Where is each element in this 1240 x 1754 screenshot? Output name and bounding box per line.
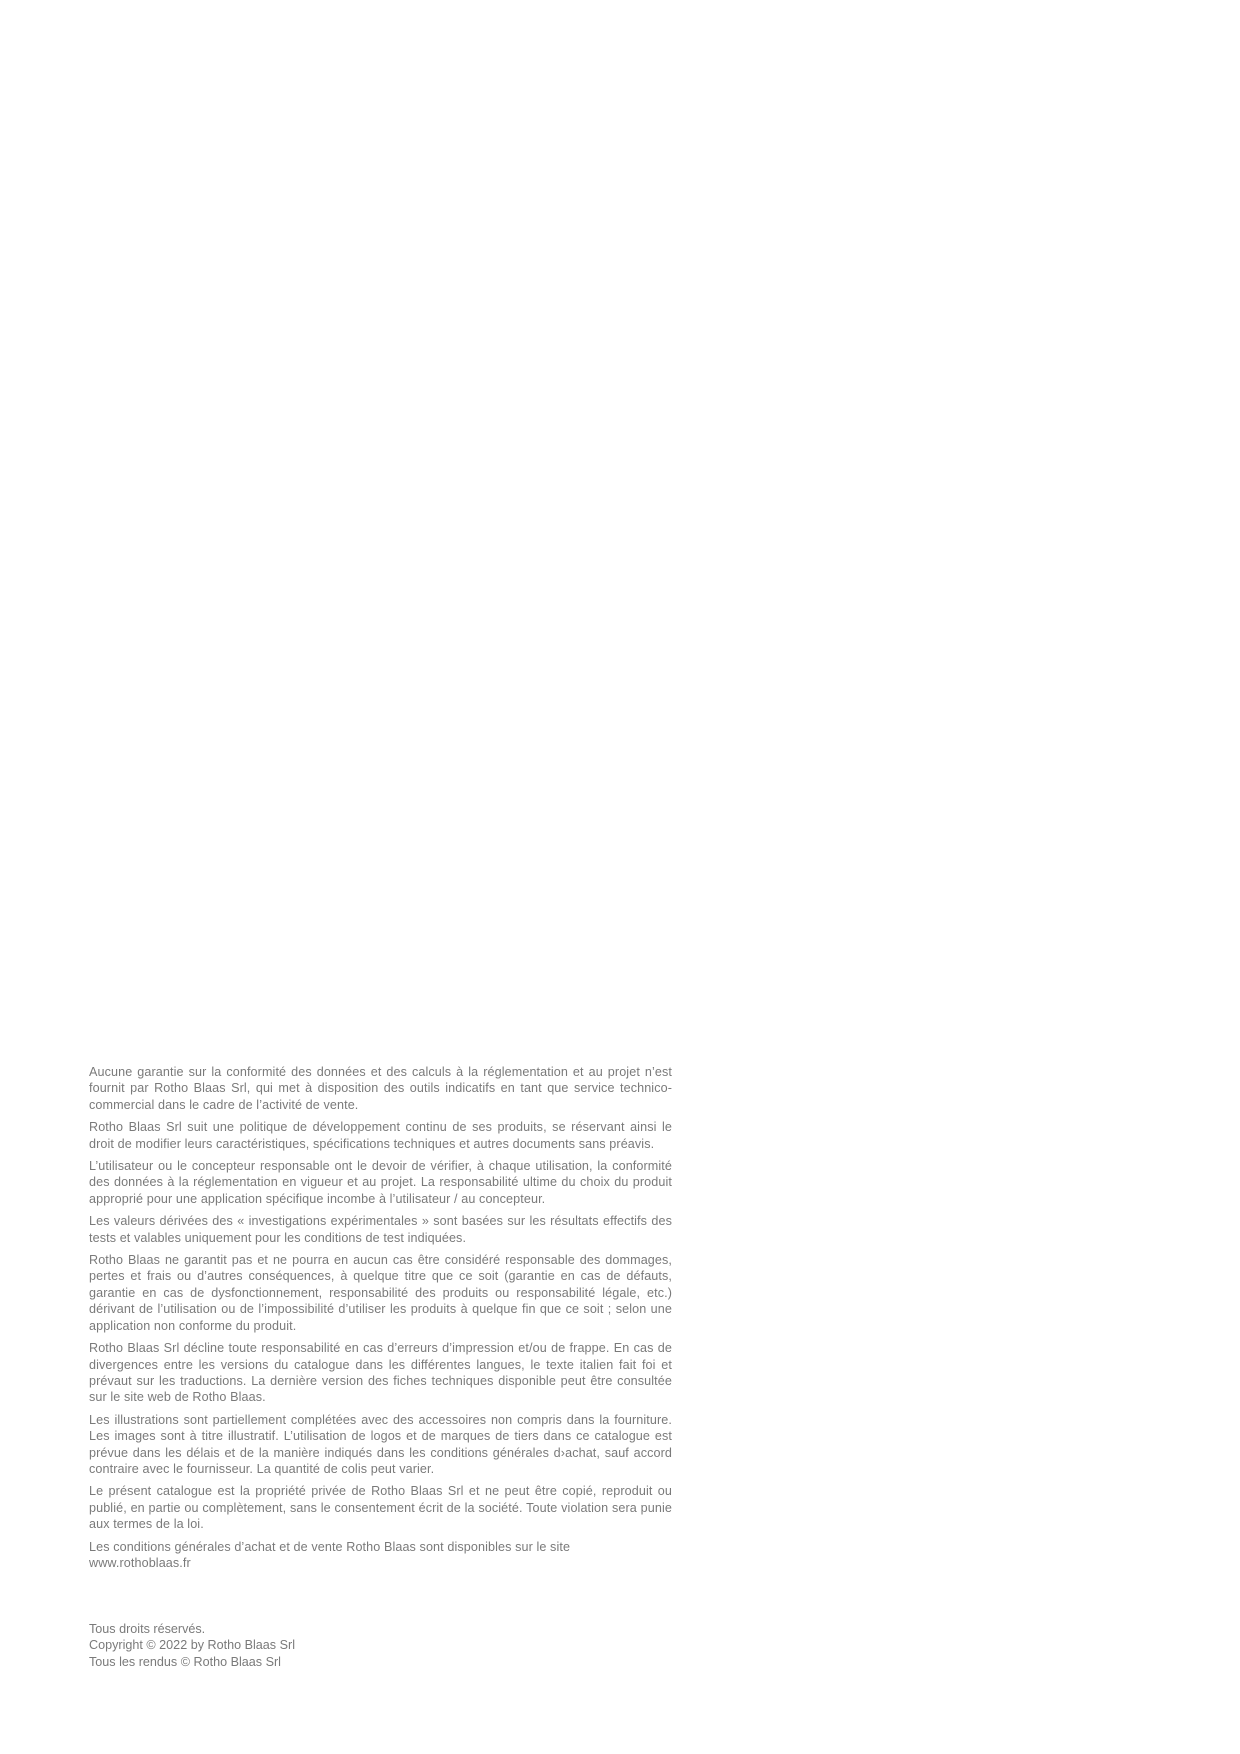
legal-disclaimer (89, 1064, 672, 1577)
disclaimer-paragraph-illustrations: Les illustrations sont partiellement complétées avec des accessoires non compris dans la fourniture. Les images sont à titre illustratif. L’utilisation de logos et de marques de tiers dans ce catalogue est prévue dans les délais et de la manière indiqués dans les conditions générales d›achat, sauf accord contraire avec le fournisseur. La quantité de colis peut varier. (89, 1412, 672, 1476)
disclaimer-paragraph-user-responsibility: L’utilisateur ou le concepteur responsable ont le devoir de vérifier, à chaque utilisation, la conformité des données à la réglementation en vigueur et au projet. La responsabilité ultime du choix du produit approprié pour une application spécifique incombe à l’utilisateur / au concepteur. (89, 1159, 672, 1206)
copyright-text: Copyright © 2022 by Rotho Blaas Srl (89, 1638, 295, 1653)
copyright-notice (89, 1621, 672, 1670)
disclaimer-paragraph-terms: Les conditions générales d’achat et de vente Rotho Blaas sont disponibles sur le site www.rothoblaas.fr (89, 1539, 571, 1570)
rights-reserved-text: Tous droits réservés. (89, 1622, 206, 1636)
disclaimer-paragraph-printing-errors: Rotho Blaas Srl décline toute responsabilité en cas d’erreurs d’impression et/ou de frappe. En cas de divergences entre les versions du catalogue dans les différentes langues, le texte italien fait foi et prévaut sur les traductions. La dernière version des fiches techniques disponible peut être consultée sur le site web de Rotho Blaas. (89, 1341, 672, 1405)
disclaimer-paragraph-development: Rotho Blaas Srl suit une politique de développement continu de ses produits, se réservant ainsi le droit de modifier leurs caractéristiques, spécifications techniques et autres documents sans préavis. (89, 1120, 672, 1151)
disclaimer-paragraph-compliance: Aucune garantie sur la conformité des données et des calculs à la réglementation et au projet n’est fournit par Rotho Blaas Srl, qui met à disposition des outils indicatifs en tant que service technico-commercial dans le cadre de l’activité de vente. (89, 1065, 672, 1112)
disclaimer-paragraph-liability: Rotho Blaas ne garantit pas et ne pourra en aucun cas être considéré responsable des dommages, pertes et frais ou d’autres conséquences, à quelque titre que ce soit (garantie en cas de défauts, garantie en cas de dysfonctionnement, responsabilité des produits ou responsabilité légale, etc.) dérivant de l’utilisation ou de l’impossibilité d’utiliser les produits à quelque fin que ce soit ; selon une application non conforme du produit. (89, 1253, 672, 1333)
disclaimer-paragraph-ownership: Le présent catalogue est la propriété privée de Rotho Blaas Srl et ne peut être copié, reproduit ou publié, en partie ou complètement, sans le consentement écrit de la société. Toute violation sera punie aux termes de la loi. (89, 1484, 672, 1532)
disclaimer-paragraph-experimental-values: Les valeurs dérivées des « investigations expérimentales » sont basées sur les résultats effectifs des tests et valables uniquement pour les conditions de test indiquées. (89, 1214, 672, 1245)
renders-copyright-text: Tous les rendus © Rotho Blaas Srl (89, 1654, 281, 1669)
